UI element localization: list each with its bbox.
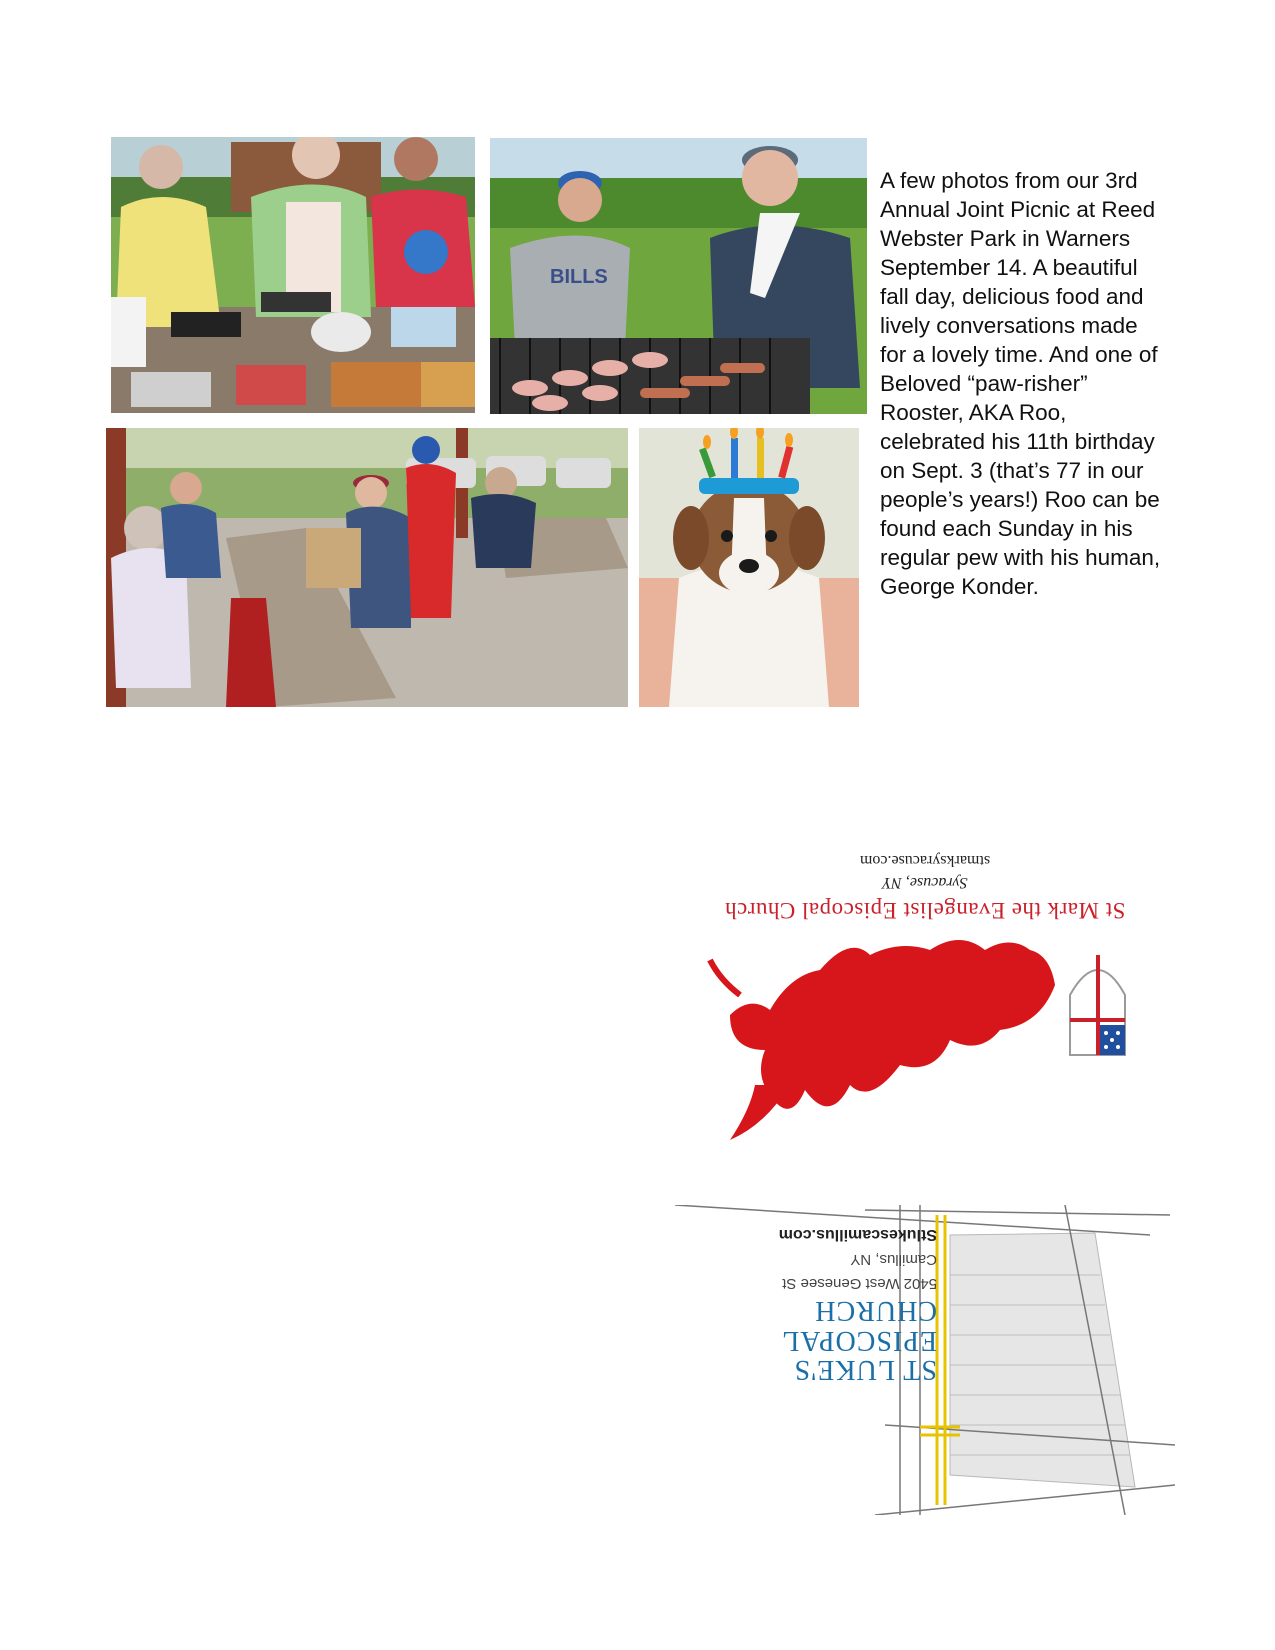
st-mark-city: Syracuse, NY xyxy=(882,874,968,891)
shirt-text: BILLS xyxy=(550,266,608,288)
st-mark-name: St Mark the Evangelist Episcopal Church xyxy=(724,898,1126,923)
photo-picnic-tables xyxy=(106,428,628,707)
st-lukes-address: 5402 West Genesee St xyxy=(782,1275,937,1292)
st-lukes-website: Stlukescamillus.com xyxy=(778,1226,937,1243)
st-mark-website: stmarksyracuse.com xyxy=(859,852,991,869)
photo-grill xyxy=(490,138,867,414)
st-lukes-line1: ST LUKE'S xyxy=(793,1354,937,1385)
photo-food-table xyxy=(111,137,475,413)
st-lukes-text xyxy=(657,1221,937,1383)
st-mark-logo xyxy=(700,845,1150,1145)
photo-dog-roo xyxy=(639,428,859,707)
picnic-caption: A few photos from our 3rd Annual Joint Picnic at Reed Webster Park in Warners September 14. A beautiful fall day, delicious food and lively conversations made for a lovely time. And one of Beloved “paw-risher” Rooster, AKA Roo, celebrated his 11th birthday on Sept. 3 (that’s 77 in our people’s years!) Roo can be found each Sunday in his regular pew with his human, George Konder. xyxy=(880,168,1161,599)
st-lukes-city: Camillus, NY xyxy=(850,1251,937,1268)
st-lukes-line2: EPISCOPAL CHURCH xyxy=(782,1295,937,1356)
st-lukes-logo xyxy=(655,1205,1175,1515)
lion-icon xyxy=(700,925,1150,1145)
